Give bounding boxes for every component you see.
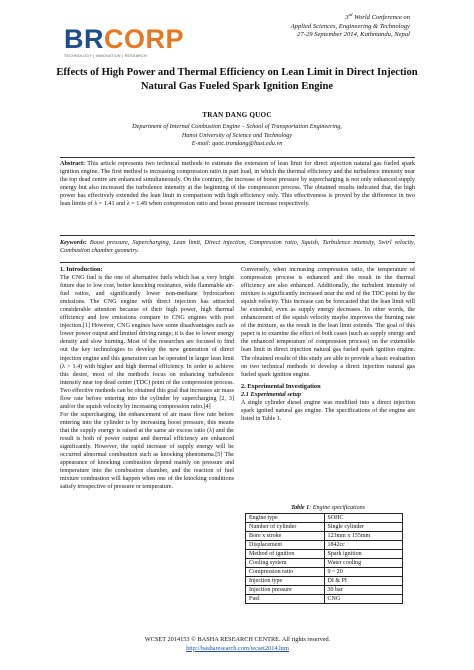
ordinal-suffix: rd [348, 12, 353, 17]
affiliation-university: Hanoi University of Science and Technology [181, 131, 293, 139]
abstract [60, 157, 415, 209]
spec-label-cell: Cooling system [246, 559, 325, 568]
right-column [241, 266, 415, 423]
intro-paragraph-2: For the supercharging, the enhancement of air mass flow rate before entering into the cylinder is by increasing boost pressure, this means that the supply energy is raised at the same air excess ratio (λ) and the result is both of power output and thermal efficiency are enhanced significantly. However, the rapid increase of supply energy will be occurred abnormal combustion such as knocking phenomena.[5] The appearance of knocking combustion depend mainly on pressure and temperature into the combustion chamber, and the reaction of fuel mixture combustion will happen when one of the knocking conditions satisfy irrespective of pressure or temperature. [60, 411, 234, 491]
footer-copyright: WCSET 2014153 © BASHA RESEARCH CENTRE. All rights reserved. [144, 636, 331, 643]
intro-paragraph-1: The CNG fuel is the one of alternative fuels which has a very bright future due to low cost, better knocking resistance, wide flammable air-fuel ratios, and significantly lower non-methane hydrocarbon emissions. The CNG engine with direct injection has attracted considerable attention because of their high power, high thermal efficiency and low emissions compare to CNG engines with port injection.[1] However, CNG engines have some disadvantages such as lower power output and limited driving range; it is due to lower energy density and slow burning. Most of the researches are focused to find out the key technologies to develop the new generation of direct injection engine and this generation can be operated in larger lean limit (λ > 1.4) with higher and high thermal efficiency. In order to achieve this desire, most of the methods focus on enhancing turbulence intensity near top dead center (TDC) point of the compression process. Two effective methods can be obtained this goal that increases air mass flow rate before entering into the cylinder by supercharging [2, 3] and/or the squish velocity by increasing compression ratio.[4] [60, 275, 234, 410]
author-affiliation [60, 123, 414, 149]
keywords [60, 235, 415, 255]
table-row [246, 550, 403, 559]
table-row [246, 541, 403, 550]
section-divider [60, 262, 415, 263]
table-row [246, 577, 403, 586]
table-row [246, 523, 403, 532]
conference-line-2: Applied Sciences, Engineering & Technology [290, 22, 410, 30]
page-footer [60, 636, 415, 653]
author-name: TRAN DANG QUOC [202, 111, 272, 119]
author-email: E-mail: quoc.trandang@hust.edu.vn [191, 140, 283, 147]
spec-label-cell: Injection type [246, 577, 325, 586]
table-caption-label: Table 1 [290, 505, 310, 511]
spec-label-cell: Method of ignition [246, 550, 325, 559]
spec-label-cell: Displacement [246, 541, 325, 550]
abstract-label: Abstract: [60, 160, 86, 167]
keywords-text: Boost pressure, Supercharging, Lean limit, Direct injection, Compression ratio, Squish, Turbulence intensity, Swirl velocity, Combustion chamber geometry. [60, 239, 415, 255]
spec-value-cell: 9 ~ 20 [324, 568, 403, 577]
spec-value-cell: SOHC [324, 514, 403, 523]
logo-tagline: TECHNOLOGY | INNOVATION | RESEARCH [64, 54, 147, 58]
spec-label-cell: Fuel [246, 595, 325, 604]
spec-value-cell: 1842cc [324, 541, 403, 550]
table-row [246, 568, 403, 577]
footer-link[interactable]: http://basharesearch.com/wcset2014.htm [186, 644, 289, 652]
table-row [246, 514, 403, 523]
spec-label-cell: Bore x stroke [246, 532, 325, 541]
spec-value-cell: Spark ignition [324, 550, 403, 559]
spec-label-cell: Injection pressure [246, 586, 325, 595]
intro-paragraph-3: Conversely, when increasing compression ratio, the temperature of compression process is enhanced and the result in the thermal efficiency are also enhanced. Additionally, the turbulent intensity of mixture is significantly increased near the end of the TDC point by the squish velocity. This increase can be forecasted that the lean limit will be extended, even as supply energy decreases. In other words, the enhancement of the squish velocity maybe improves the burning rate of the mixture, as the result in the lean limit extends. The goal of this paper is to examine the effect of both cases (such as supply energy and the enhanced temperature of compression process) on the extensible lean limit in direct injection natural gas fueled spark ignition engine. The obtained results of this study are able to provide a basic evaluation on two technical methods to develop a direct injection natural gas fueled spark ignition engine. [241, 267, 415, 378]
conference-line-1-text: 3rd World Conference on [345, 12, 410, 22]
keywords-label: Keywords: [60, 239, 87, 246]
abstract-text: This article represents two technical methods to estimate the extension of lean limit for direct injection natural gas fueled spark ignition engine. The first method is increasing compression ratio in part load, in which the thermal efficiency and the turbulence intensity near the top dead centre are enhanced simultaneously. On the contrary, the increase of boost pressure by supercharging is not only enhanced supply energy but also increased the turbulence intensity at the beginning of the compression process. The obtained results indicated that, the high power has effectively extended the lean limit in comparison with high efficiency only. This effectiveness is proved by the difference in two lean limits of λ = 1.41 and λ = 1.49 when compression ratio and boost pressure increase respectively. [60, 160, 415, 208]
engine-spec-table [245, 513, 403, 604]
spec-value-cell: Single cylinder [324, 523, 403, 532]
spec-label-cell: Compression ratio [246, 568, 325, 577]
spec-value-cell: DI & PI [324, 577, 403, 586]
table-caption [241, 505, 415, 511]
table-row [246, 586, 403, 595]
spec-label-cell: Number of cylinder [246, 523, 325, 532]
brcorp-logo [64, 26, 224, 58]
conference-line-3: 27-29 September 2014, Kathmandu, Nepal [297, 31, 410, 39]
affiliation-department: Department of Internal Combustion Engine – School of Transportation Engineering, [132, 123, 342, 130]
setup-paragraph: A single cylinder diesel engine was modified into a direct injection spark ignited natural gas engine. The specifications of the engine are listed in Table 1. [241, 399, 415, 422]
paper-title: Effects of High Power and Thermal Efficiency on Lean Limit in Direct Injection Natural Gas Fueled Spark Ignition Engine [56, 67, 418, 92]
spec-value-cell: 30 bar [324, 586, 403, 595]
table-row [246, 532, 403, 541]
spec-value-cell: 123mm x 155mm [324, 532, 403, 541]
conference-info [250, 11, 410, 40]
spec-value-cell: Water cooling [324, 559, 403, 568]
section-heading-experimental: 2. Experimental Investigation [241, 382, 321, 390]
subsection-heading-setup: 2.1 Experimental setup [241, 390, 301, 398]
conference-line-1 [250, 11, 410, 23]
table-row [246, 559, 403, 568]
section-heading-introduction: 1. Introduction: [60, 266, 103, 273]
spec-value-cell: CNG [324, 595, 403, 604]
left-column [60, 266, 234, 491]
spec-label-cell: Engine type [246, 514, 325, 523]
table-row [246, 595, 403, 604]
table-caption-text: : Engine specifications [309, 505, 366, 511]
logo-wordmark: BRCORP [64, 24, 185, 54]
